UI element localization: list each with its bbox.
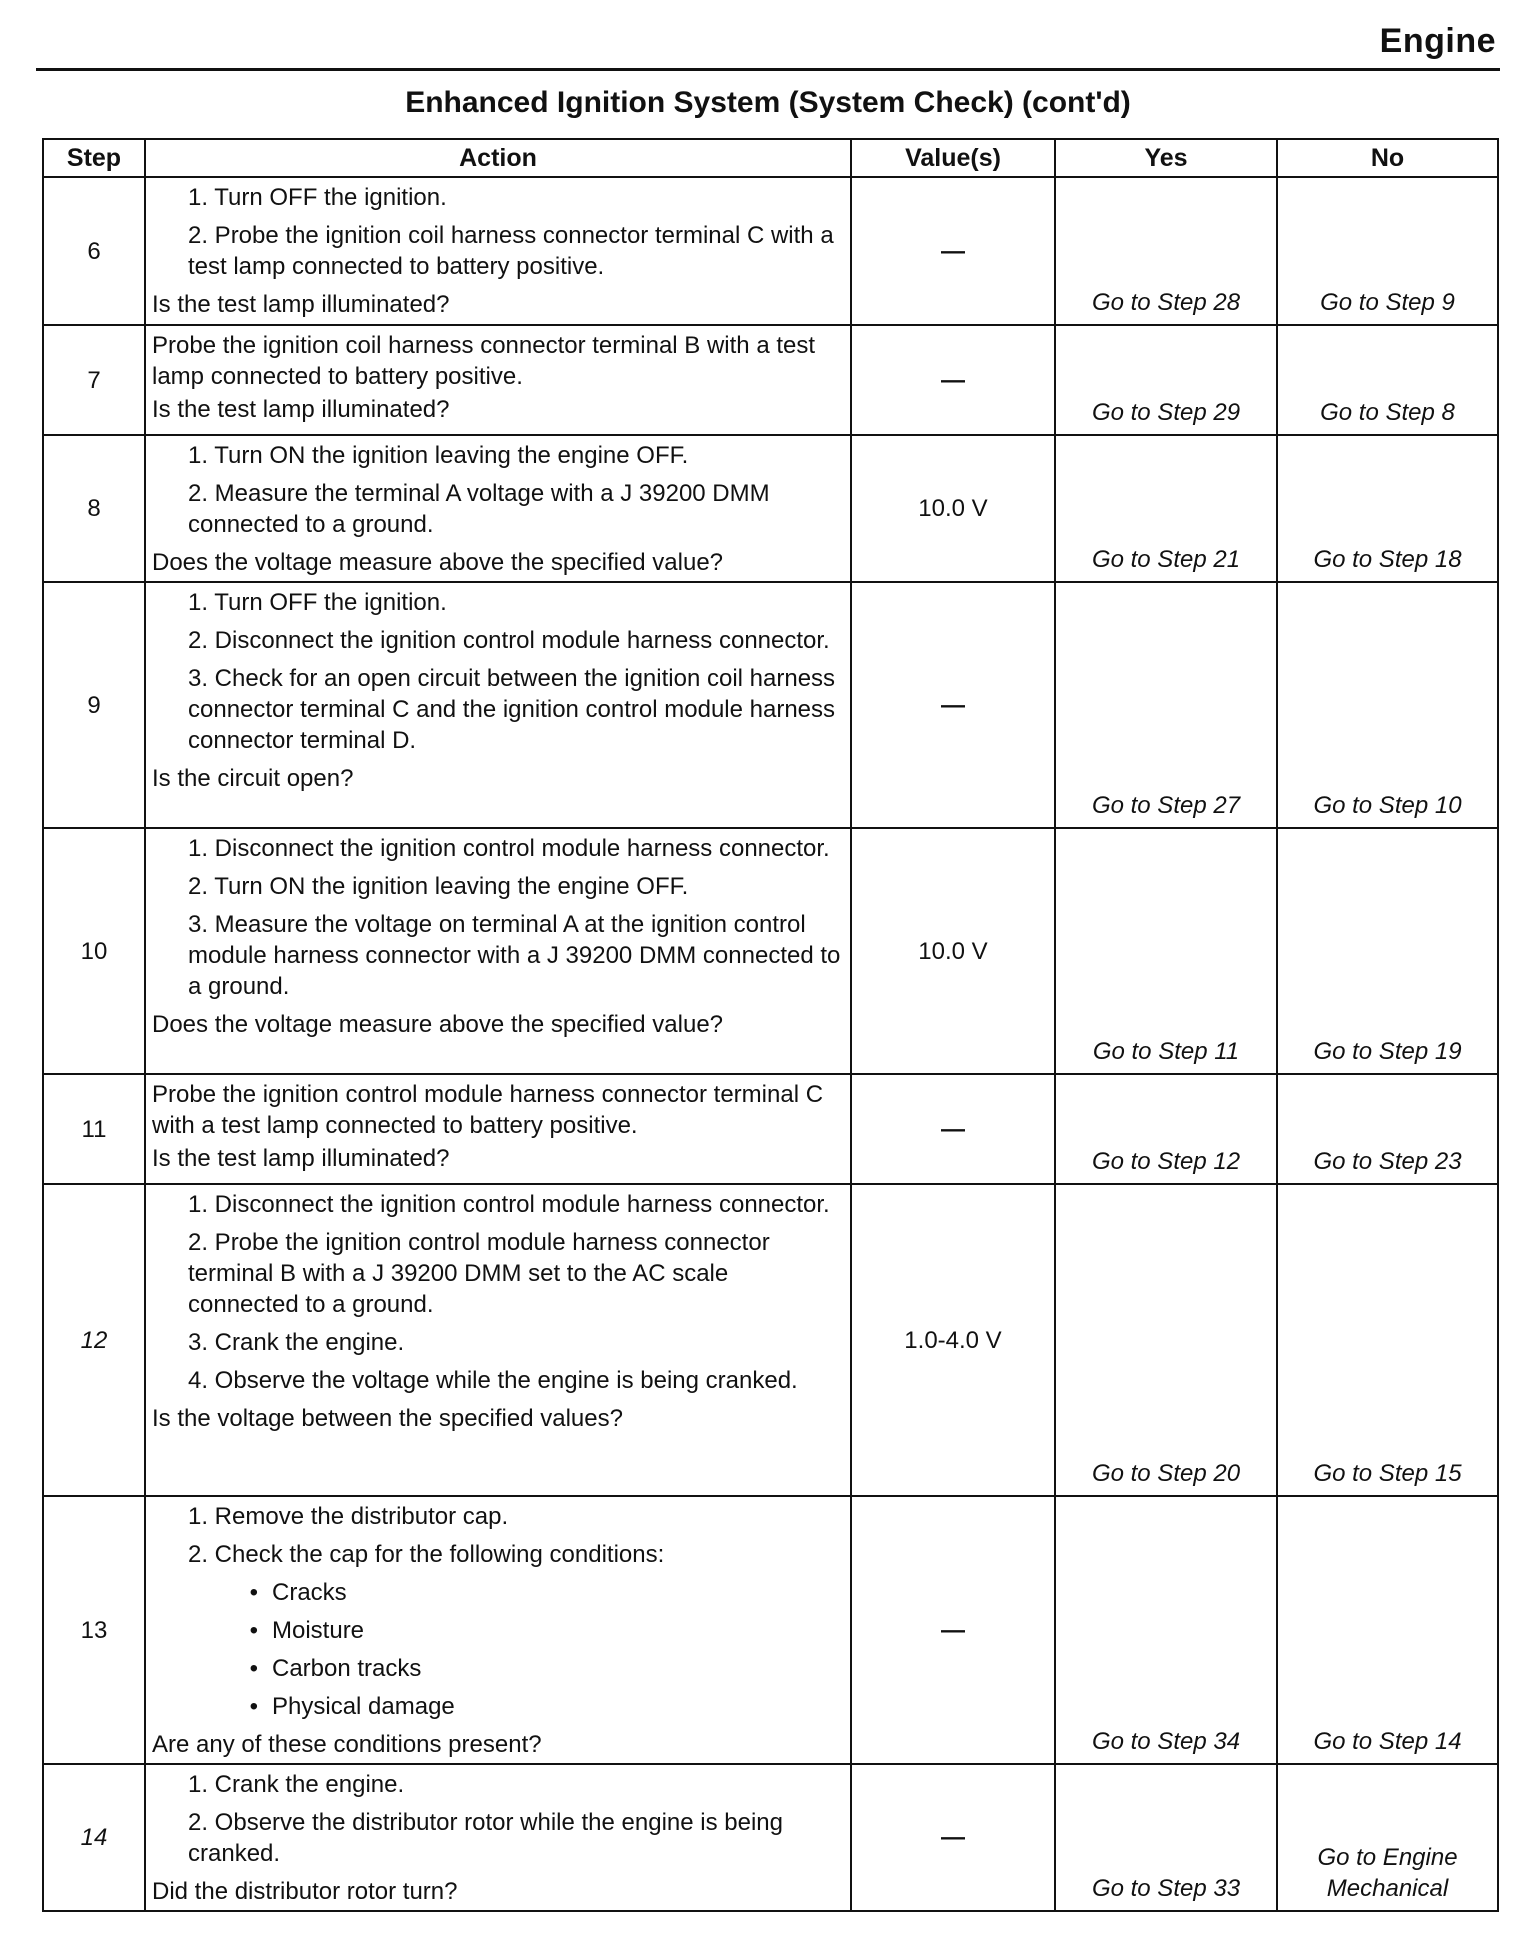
action-cell bbox=[145, 1764, 851, 1911]
action-list bbox=[152, 440, 844, 540]
table-row bbox=[43, 1496, 1498, 1764]
action-cell bbox=[145, 582, 851, 828]
action-cell bbox=[145, 177, 851, 325]
table-row bbox=[43, 435, 1498, 582]
no-cell: Go to Step 18 bbox=[1277, 435, 1498, 582]
no-cell: Go to Step 8 bbox=[1277, 325, 1498, 435]
yes-cell: Go to Step 11 bbox=[1055, 828, 1277, 1074]
list-item: 3. Check for an open circuit between the ignition coil harness connector terminal C and the ignition control module harness connector terminal D. bbox=[188, 665, 836, 754]
table-row bbox=[43, 1764, 1498, 1911]
value-cell: — bbox=[851, 1764, 1055, 1911]
column-header-action: Action bbox=[145, 139, 851, 177]
value-cell: — bbox=[851, 1496, 1055, 1764]
value-cell: 10.0 V bbox=[851, 435, 1055, 582]
table-row bbox=[43, 177, 1498, 325]
page-header-title: Engine bbox=[1379, 22, 1496, 60]
list-item: 2. Probe the ignition control module harness connector terminal B with a J 39200 DMM set to the AC scale connected to a ground. bbox=[188, 1229, 770, 1318]
diagnostic-table bbox=[42, 138, 1499, 1912]
step-number: 8 bbox=[43, 435, 145, 582]
list-item: 2. Check the cap for the following conditions: bbox=[188, 1541, 665, 1568]
list-item: • Cracks bbox=[249, 1579, 347, 1606]
yes-cell: Go to Step 21 bbox=[1055, 435, 1277, 582]
condition-list bbox=[152, 1577, 844, 1722]
step-number: 6 bbox=[43, 177, 145, 325]
list-item: 1. Disconnect the ignition control module harness connector. bbox=[188, 1191, 830, 1218]
action-list bbox=[152, 833, 844, 1002]
list-item: 1. Turn ON the ignition leaving the engine OFF. bbox=[188, 442, 689, 469]
yes-cell: Go to Step 28 bbox=[1055, 177, 1277, 325]
value-cell: — bbox=[851, 1074, 1055, 1184]
yes-cell: Go to Step 12 bbox=[1055, 1074, 1277, 1184]
action-cell bbox=[145, 325, 851, 435]
list-item: 3. Measure the voltage on terminal A at the ignition control module harness connector with a J 39200 DMM connected to a ground. bbox=[188, 911, 841, 1000]
action-question: Did the distributor rotor turn? bbox=[152, 1878, 458, 1905]
value-cell: — bbox=[851, 325, 1055, 435]
value-cell: — bbox=[851, 582, 1055, 828]
table-row bbox=[43, 582, 1498, 828]
yes-cell: Go to Step 33 bbox=[1055, 1764, 1277, 1911]
list-item: • Carbon tracks bbox=[249, 1655, 422, 1682]
list-item: 4. Observe the voltage while the engine is being cranked. bbox=[188, 1367, 798, 1394]
list-item: 2. Measure the terminal A voltage with a J 39200 DMM connected to a ground. bbox=[188, 480, 770, 538]
list-item: 2. Turn ON the ignition leaving the engine OFF. bbox=[188, 873, 689, 900]
yes-cell: Go to Step 34 bbox=[1055, 1496, 1277, 1764]
list-item: 3. Crank the engine. bbox=[188, 1329, 405, 1356]
header-rule bbox=[36, 68, 1500, 71]
table-row bbox=[43, 828, 1498, 1074]
list-item: 1. Crank the engine. bbox=[188, 1771, 405, 1798]
table-header-row bbox=[43, 139, 1498, 177]
action-cell bbox=[145, 828, 851, 1074]
column-header-step: Step bbox=[43, 139, 145, 177]
action-list bbox=[152, 182, 844, 282]
table-row bbox=[43, 1184, 1498, 1496]
no-cell: Go to Step 15 bbox=[1277, 1184, 1498, 1496]
step-number: 13 bbox=[43, 1496, 145, 1764]
action-cell bbox=[145, 435, 851, 582]
action-question: Are any of these conditions present? bbox=[152, 1731, 542, 1758]
step-number: 10 bbox=[43, 828, 145, 1074]
list-item: • Moisture bbox=[249, 1617, 365, 1644]
value-cell: — bbox=[851, 177, 1055, 325]
list-item: 2. Disconnect the ignition control module harness connector. bbox=[188, 627, 830, 654]
list-item: • Physical damage bbox=[249, 1693, 455, 1720]
action-question: Is the test lamp illuminated? bbox=[152, 396, 450, 423]
action-cell bbox=[145, 1184, 851, 1496]
step-number: 12 bbox=[43, 1184, 145, 1496]
table-title: Enhanced Ignition System (System Check) (cont'd) bbox=[405, 86, 1131, 119]
yes-cell: Go to Step 20 bbox=[1055, 1184, 1277, 1496]
action-list bbox=[152, 1501, 844, 1570]
action-list bbox=[152, 587, 844, 756]
step-number: 14 bbox=[43, 1764, 145, 1911]
action-question: Does the voltage measure above the specified value? bbox=[152, 1011, 724, 1038]
list-item: 2. Probe the ignition coil harness connector terminal C with a test lamp connected to battery positive. bbox=[188, 222, 834, 280]
step-number: 11 bbox=[43, 1074, 145, 1184]
table-row bbox=[43, 325, 1498, 435]
action-question: Is the circuit open? bbox=[152, 765, 354, 792]
yes-cell: Go to Step 27 bbox=[1055, 582, 1277, 828]
action-cell bbox=[145, 1496, 851, 1764]
step-number: 7 bbox=[43, 325, 145, 435]
column-header-yes: Yes bbox=[1055, 139, 1277, 177]
value-cell: 1.0-4.0 V bbox=[851, 1184, 1055, 1496]
column-header-values: Value(s) bbox=[851, 139, 1055, 177]
action-question: Is the test lamp illuminated? bbox=[152, 291, 450, 318]
list-item: 1. Turn OFF the ignition. bbox=[188, 589, 447, 616]
no-cell: Go to Step 19 bbox=[1277, 828, 1498, 1074]
step-number: 9 bbox=[43, 582, 145, 828]
action-list bbox=[152, 1189, 844, 1396]
list-item: 1. Disconnect the ignition control module harness connector. bbox=[188, 835, 830, 862]
no-cell: Go to Step 14 bbox=[1277, 1496, 1498, 1764]
list-item: 2. Observe the distributor rotor while the engine is being cranked. bbox=[188, 1809, 783, 1867]
no-cell: Go to Step 10 bbox=[1277, 582, 1498, 828]
no-cell: Go to Step 9 bbox=[1277, 177, 1498, 325]
action-text: Probe the ignition coil harness connector terminal B with a test lamp connected to battery positive. bbox=[152, 332, 816, 390]
column-header-no: No bbox=[1277, 139, 1498, 177]
table-row bbox=[43, 1074, 1498, 1184]
no-cell: Go to Engine Mechanical bbox=[1277, 1764, 1498, 1911]
action-question: Does the voltage measure above the specified value? bbox=[152, 549, 724, 576]
no-cell: Go to Step 23 bbox=[1277, 1074, 1498, 1184]
action-text: Probe the ignition control module harness connector terminal C with a test lamp connected to battery positive. bbox=[152, 1081, 824, 1139]
value-cell: 10.0 V bbox=[851, 828, 1055, 1074]
list-item: 1. Remove the distributor cap. bbox=[188, 1503, 509, 1530]
yes-cell: Go to Step 29 bbox=[1055, 325, 1277, 435]
action-cell bbox=[145, 1074, 851, 1184]
action-list bbox=[152, 1769, 844, 1869]
list-item: 1. Turn OFF the ignition. bbox=[188, 184, 447, 211]
action-question: Is the voltage between the specified values? bbox=[152, 1405, 623, 1432]
action-question: Is the test lamp illuminated? bbox=[152, 1145, 450, 1172]
